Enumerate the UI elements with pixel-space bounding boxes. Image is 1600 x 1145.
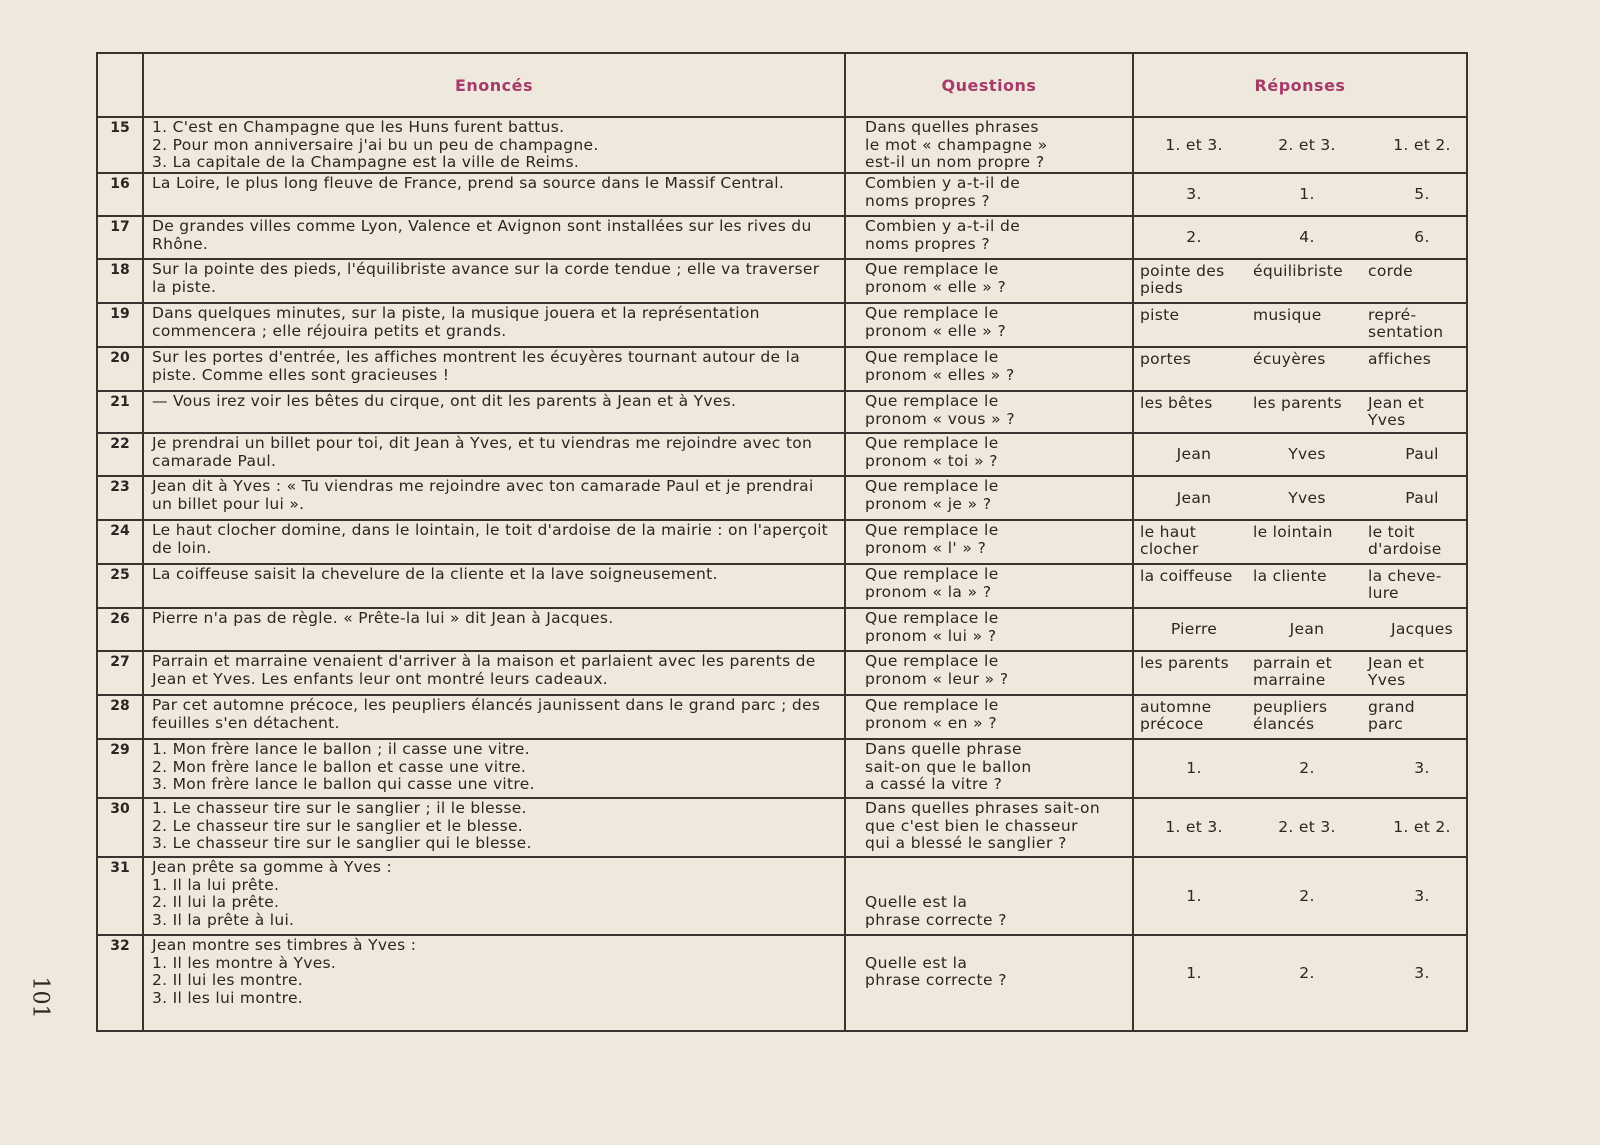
- row-number: 15: [110, 120, 130, 136]
- answer-option-3: corde: [1368, 262, 1413, 280]
- question-text: Quelle est la phrase correcte ?: [865, 953, 1007, 989]
- answer-option-1: 1.: [1186, 886, 1202, 905]
- table-body: [98, 116, 1466, 1030]
- table-row: [98, 607, 1466, 650]
- question-text: Que remplace le pronom « la » ?: [865, 565, 999, 601]
- row-number: 23: [110, 479, 130, 495]
- table-row: [98, 172, 1466, 215]
- answer-option-2: peupliers élancés: [1253, 698, 1328, 733]
- enonce-text: Dans quelques minutes, sur la piste, la musique jouera et la représentation commencera ; elle réjouira petits et grands.: [152, 304, 760, 340]
- question-text: Combien y a-t-il de noms propres ?: [865, 217, 1021, 253]
- answer-option-2: 2.: [1299, 886, 1315, 905]
- row-number: 26: [110, 611, 130, 627]
- answer-option-3: Jean et Yves: [1368, 654, 1425, 689]
- answer-option-3: Paul: [1405, 488, 1439, 507]
- answer-option-1: la coiffeuse: [1140, 567, 1233, 585]
- answer-option-2: musique: [1253, 306, 1322, 324]
- row-number: 30: [110, 801, 130, 817]
- answer-option-3: affiches: [1368, 350, 1432, 368]
- exercise-table: [96, 52, 1468, 1032]
- answer-option-2: Yves: [1288, 445, 1326, 463]
- answer-option-3: 1. et 2.: [1393, 135, 1451, 154]
- row-number: 31: [110, 860, 130, 876]
- answer-option-2: 2. et 3.: [1278, 135, 1336, 154]
- enonce-text: De grandes villes comme Lyon, Valence et Avignon sont installées sur les rives du Rhône.: [152, 217, 812, 253]
- enonce-text: Jean dit à Yves : « Tu viendras me rejoindre avec ton camarade Paul et je prendrai un billet pour lui ».: [152, 477, 814, 513]
- question-text: Dans quelle phrase sait-on que le ballon a cassé la vitre ?: [865, 740, 1032, 793]
- row-number: 20: [110, 350, 130, 366]
- table-row: [98, 934, 1466, 1010]
- page-number: 101: [27, 976, 53, 1019]
- answer-option-2: le lointain: [1253, 523, 1333, 541]
- question-text: Que remplace le pronom « l' » ?: [865, 521, 999, 557]
- question-text: Combien y a-t-il de noms propres ?: [865, 174, 1021, 210]
- answer-option-2: 2. et 3.: [1278, 818, 1336, 836]
- table-row: [98, 738, 1466, 797]
- enonce-text: Le haut clocher domine, dans le lointain, le toit d'ardoise de la mairie : on l'aperçoit de loin.: [152, 521, 829, 557]
- answer-option-3: repré- sentation: [1368, 306, 1444, 341]
- row-number: 21: [110, 394, 130, 410]
- table-row: [98, 519, 1466, 563]
- row-number: 25: [110, 567, 130, 583]
- answer-option-1: 3.: [1186, 185, 1202, 203]
- answer-option-1: piste: [1140, 306, 1180, 324]
- question-text: Quelle est la phrase correcte ?: [865, 893, 1007, 929]
- answer-option-1: 1. et 3.: [1165, 818, 1223, 836]
- answer-option-2: Jean: [1289, 620, 1325, 638]
- answer-option-1: Jean: [1176, 488, 1212, 507]
- answer-option-3: 3.: [1414, 759, 1430, 777]
- answer-option-3: 3.: [1414, 886, 1430, 905]
- answer-option-3: 1. et 2.: [1393, 818, 1451, 836]
- row-number: 18: [110, 262, 130, 278]
- answer-option-2: parrain et marraine: [1253, 654, 1332, 689]
- row-number: 27: [110, 654, 130, 670]
- answer-option-2: Yves: [1288, 488, 1326, 507]
- question-text: Que remplace le pronom « leur » ?: [865, 652, 1009, 688]
- row-number: 16: [110, 176, 130, 192]
- row-number: 19: [110, 306, 130, 322]
- table-row: [98, 302, 1466, 346]
- header-reponses: Réponses: [1254, 75, 1346, 95]
- answer-option-3: Paul: [1405, 445, 1439, 463]
- answer-option-3: 6.: [1414, 228, 1430, 246]
- enonce-text: Sur les portes d'entrée, les affiches montrent les écuyères tournant autour de la piste. Comme elles sont gracieuses !: [152, 348, 800, 384]
- enonce-text: 1. Mon frère lance le ballon ; il casse une vitre. 2. Mon frère lance le ballon et casse une vitre. 3. Mon frère lance le ballon qui casse une vitre.: [152, 740, 535, 793]
- answer-option-3: 3.: [1414, 963, 1430, 982]
- enonce-text: Parrain et marraine venaient d'arriver à la maison et parlaient avec les parents de Jean et Yves. Les enfants leur ont montré leurs cadeaux.: [152, 652, 816, 688]
- enonce-text: Jean prête sa gomme à Yves : 1. Il la lui prête. 2. Il lui la prête. 3. Il la prête à lui.: [152, 858, 393, 929]
- question-text: Dans quelles phrases le mot « champagne » est-il un nom propre ?: [865, 118, 1048, 171]
- answer-option-1: automne précoce: [1140, 698, 1212, 733]
- question-text: Que remplace le pronom « elles » ?: [865, 348, 1015, 384]
- header-questions: Questions: [941, 75, 1037, 95]
- table-row: [98, 475, 1466, 519]
- answer-option-3: grand parc: [1368, 698, 1415, 733]
- row-number: 17: [110, 219, 130, 235]
- enonce-text: Sur la pointe des pieds, l'équilibriste avance sur la corde tendue ; elle va traverser la piste.: [152, 260, 820, 296]
- table-row: [98, 797, 1466, 856]
- question-text: Que remplace le pronom « lui » ?: [865, 609, 999, 645]
- answer-option-2: la cliente: [1253, 567, 1327, 585]
- table-row: [98, 116, 1466, 172]
- question-text: Dans quelles phrases sait-on que c'est bien le chasseur qui a blessé le sanglier ?: [865, 799, 1101, 852]
- answer-option-3: la cheve- lure: [1368, 567, 1442, 602]
- header-enonces: Enoncés: [454, 75, 534, 95]
- enonce-text: Par cet automne précoce, les peupliers élancés jaunissent dans le grand parc ; des feuilles s'en détachent.: [152, 696, 821, 732]
- answer-option-1: Pierre: [1170, 620, 1218, 638]
- question-text: Que remplace le pronom « elle » ?: [865, 260, 1007, 296]
- answer-option-3: 5.: [1414, 185, 1430, 203]
- answer-option-1: Jean: [1176, 445, 1212, 463]
- enonce-text: — Vous irez voir les bêtes du cirque, ont dit les parents à Jean et à Yves.: [152, 392, 737, 410]
- enonce-text: 1. C'est en Champagne que les Huns furent battus. 2. Pour mon anniversaire j'ai bu un peu de champagne. 3. La capitale de la Champagne est la ville de Reims.: [152, 118, 599, 171]
- row-number: 29: [110, 742, 130, 758]
- answer-option-1: les parents: [1140, 654, 1230, 672]
- enonce-text: Pierre n'a pas de règle. « Prête-la lui » dit Jean à Jacques.: [152, 609, 614, 627]
- enonce-text: Jean montre ses timbres à Yves : 1. Il les montre à Yves. 2. Il lui les montre. 3. Il les lui montre.: [152, 936, 417, 1007]
- answer-option-3: le toit d'ardoise: [1368, 523, 1442, 558]
- answer-option-1: 1.: [1186, 963, 1202, 982]
- table-row: [98, 258, 1466, 302]
- answer-option-1: les bêtes: [1140, 394, 1213, 412]
- answer-option-1: 2.: [1186, 228, 1202, 246]
- enonce-text: Je prendrai un billet pour toi, dit Jean à Yves, et tu viendras me rejoindre avec ton camarade Paul.: [152, 434, 813, 470]
- answer-option-1: pointe des pieds: [1140, 262, 1225, 297]
- enonce-text: 1. Le chasseur tire sur le sanglier ; il le blesse. 2. Le chasseur tire sur le sanglier et le blesse. 3. Le chasseur tire sur le sanglier qui le blesse.: [152, 799, 532, 852]
- table-row: [98, 215, 1466, 258]
- answer-option-2: écuyères: [1253, 350, 1326, 368]
- answer-option-2: 2.: [1299, 963, 1315, 982]
- table-row: [98, 856, 1466, 934]
- question-text: Que remplace le pronom « vous » ?: [865, 392, 1016, 428]
- table-row: [98, 432, 1466, 475]
- row-number: 28: [110, 698, 130, 714]
- row-number: 24: [110, 523, 130, 539]
- question-text: Que remplace le pronom « toi » ?: [865, 434, 999, 470]
- row-number: 32: [110, 938, 130, 954]
- table-row: [98, 390, 1466, 432]
- table-row: [98, 346, 1466, 390]
- answer-option-3: Jean et Yves: [1368, 394, 1425, 429]
- question-text: Que remplace le pronom « en » ?: [865, 696, 999, 732]
- table-row: [98, 650, 1466, 694]
- answer-option-2: 2.: [1299, 759, 1315, 777]
- row-number: 22: [110, 436, 130, 452]
- answer-option-2: les parents: [1253, 394, 1343, 412]
- enonce-text: La Loire, le plus long fleuve de France, prend sa source dans le Massif Central.: [152, 174, 785, 192]
- answer-option-1: 1.: [1186, 759, 1202, 777]
- table-row: [98, 694, 1466, 738]
- answer-option-1: 1. et 3.: [1165, 135, 1223, 154]
- answer-option-2: équilibriste: [1253, 262, 1343, 280]
- question-text: Que remplace le pronom « je » ?: [865, 477, 999, 513]
- question-text: Que remplace le pronom « elle » ?: [865, 304, 1007, 340]
- answer-option-2: 1.: [1299, 185, 1315, 203]
- answer-option-2: 4.: [1299, 228, 1315, 246]
- answer-option-1: le haut clocher: [1140, 523, 1199, 558]
- answer-option-1: portes: [1140, 350, 1192, 368]
- answer-option-3: Jacques: [1391, 620, 1453, 638]
- enonce-text: La coiffeuse saisit la chevelure de la cliente et la lave soigneusement.: [152, 565, 718, 583]
- table-row: [98, 563, 1466, 607]
